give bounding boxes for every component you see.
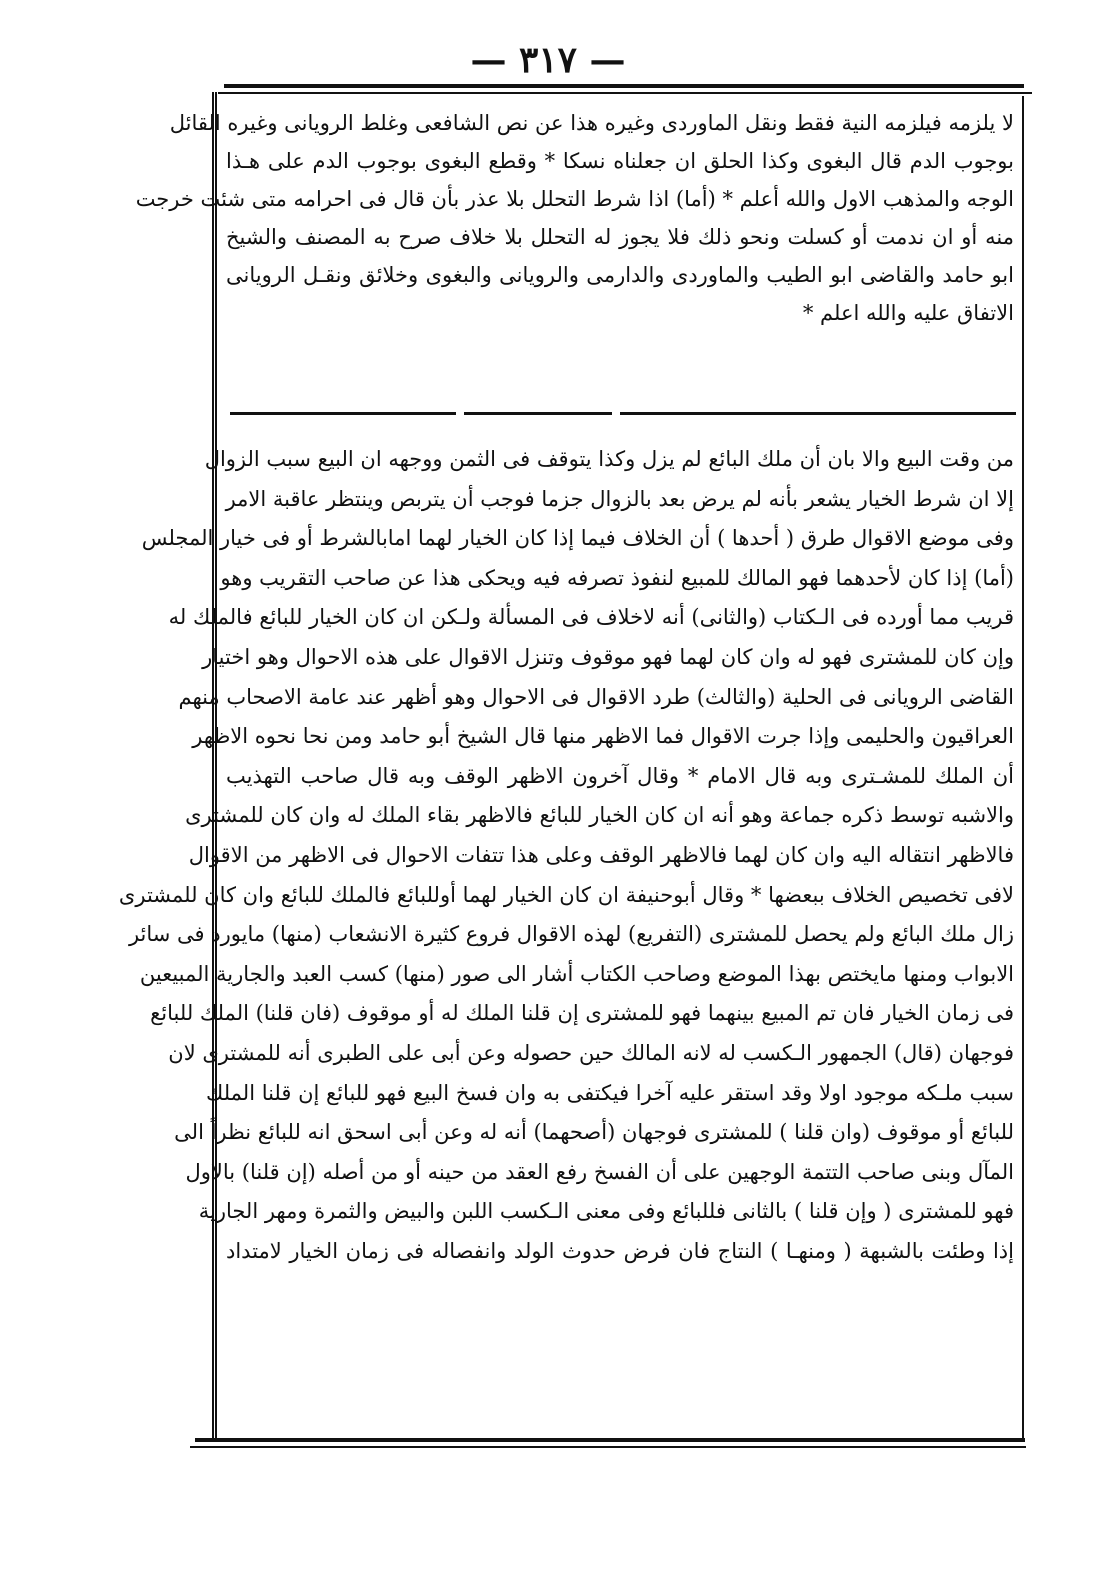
text-line: لا يلزمه فيلزمه النية فقط ونقل الماوردى وغيره هذا عن نص الشافعى وغلط الرويانى وغيره القائل: [169, 111, 1014, 135]
text-line: للبائع أو موقوف (وان قلنا ) للمشترى فوجهان (أصحهما) أنه له وعن أبى اسحق انه للبائع نظراً الى: [174, 1120, 1014, 1145]
text-line: وإن كان للمشترى فهو له وان كان لهما فهو موقوف وتنزل الاقوال على هذه الاحوال وهو اختيار: [202, 644, 1014, 669]
text-line: فوجهان (قال) الجمهور الـكسب له لانه المالك حين حصوله وعن أبى على الطبرى أنه للمشترى لان: [168, 1040, 1014, 1065]
text-line: العراقيون والحليمى وإذا جرت الاقوال فما الاظهر منها قال الشيخ أبو حامد ومن نحا نحوه الاظهر: [192, 724, 1014, 749]
text-line: من وقت البيع والا بان أن ملك البائع لم يزل وكذا يتوقف فى الثمن ووجهه ان البيع سبب الزوال: [204, 447, 1014, 471]
text-line: فالاظهر انتقاله اليه وان كان لهما فالاظهر الوقف وعلى هذا تتفات الاحوال فى الاظهر من الاقوال: [188, 842, 1014, 867]
text-line: إلا ان شرط الخيار يشعر بأنه لم يرض بعد بالزوال جزما فوجب أن يتربص وينتظر عاقبة الامر: [225, 486, 1014, 511]
bottom-text-section: [118, 440, 1014, 1271]
text-line: الابواب ومنها مايختص بهذا الموضع وصاحب الكتاب أشار الى صور (منها) كسب العبد والجارية المبيعين: [139, 961, 1014, 986]
text-line: القاضى الرويانى فى الحلية (والثالث) طرد الاقوال فى الاحوال وهو أظهر عند عامة الاصحاب منهم: [178, 684, 1014, 709]
text-line: بوجوب الدم قال البغوى وكذا الحلق ان جعلناه نسكا * وقطع البغوى بوجوب الدم على هـذا: [226, 149, 1014, 173]
text-line: المآل وبنى صاحب التتمة الوجهين على أن الفسخ رفع العقد من حينه أو من أصله (إن قلنا) بالاول: [185, 1159, 1014, 1184]
text-line: لافى تخصيص الخلاف ببعضها * وقال أبوحنيفة ان كان الخيار لهما أوللبائع فالملك للبائع وان كان للمشترى: [118, 882, 1014, 907]
text-line: منه أو ان ندمت أو كسلت ونحو ذلك فلا يجوز له التحلل بلا خلاف صرح به المصنف والشيخ: [226, 225, 1014, 249]
text-line: والاشبه توسط ذكره جماعة وهو أنه ان كان الخيار للبائع فالاظهر بقاء الملك له وان كان للمشترى: [185, 803, 1014, 828]
text-line: فى زمان الخيار فان تم المبيع بينهما فهو للمشترى إن قلنا الملك له أو موقوف (فان قلنا) الملك للبائع: [150, 1001, 1014, 1026]
text-line: الاتفاق عليه والله اعلم *: [802, 301, 1014, 325]
text-line: قريب مما أورده فى الـكتاب (والثانى) أنه لاخلاف فى المسألة ولـكن ان كان الخيار للبائع فالملك له: [168, 605, 1014, 630]
bottom-frame-rule-thin: [190, 1446, 1026, 1448]
section-divider: [464, 412, 612, 415]
section-divider: [620, 412, 1016, 415]
page-number: — ٣١٧ —: [470, 39, 626, 81]
text-line: ابو حامد والقاضى ابو الطيب والماوردى والدارمى والرويانى والبغوى وخلائق ونقـل الرويانى: [226, 263, 1014, 287]
section-divider: [230, 412, 456, 415]
text-line: إذا وطئت بالشبهة ( ومنهـا ) النتاج فان فرض حدوث الولد وانفصاله فى زمان الخيار لامتداد: [226, 1238, 1014, 1263]
top-frame-rule: [224, 84, 1024, 88]
bottom-frame-rule: [195, 1438, 1025, 1442]
left-frame-border: [212, 92, 217, 1442]
text-line: الوجه والمذهب الاول والله أعلم * (أما) اذا شرط التحلل بلا عذر بأن قال فى احرامه متى شئت خرجت: [135, 187, 1014, 211]
top-frame-rule-thin: [218, 92, 1032, 94]
right-frame-border: [1022, 96, 1024, 1442]
text-line: (أما) إذا كان لأحدهما فهو المالك للمبيع لنفوذ تصرفه فيه ويحكى هذا عن صاحب التقريب وهو: [220, 565, 1014, 590]
top-text-section: [135, 104, 1014, 332]
text-line: أن الملك للمشـترى وبه قال الامام * وقال آخرون الاظهر الوقف وبه قال صاحب التهذيب: [226, 763, 1014, 788]
text-line: وفى موضع الاقوال طرق ( أحدها ) أن الخلاف فيما إذا كان الخيار لهما امابالشرط أو فى خيار المجلس: [141, 526, 1014, 551]
text-line: زال ملك البائع ولم يحصل للمشترى (التفريع) لهذه الاقوال فروع كثيرة الانشعاب (منها) مايورد فى سائر: [128, 922, 1014, 947]
text-line: فهو للمشترى ( وإن قلنا ) بالثانى فللبائع وفى معنى الـكسب اللبن والبيض والثمرة ومهر الجارية: [198, 1199, 1014, 1224]
text-line: سبب ملـكه موجود اولا وقد استقر عليه آخرا فيكتفى به وان فسخ البيع فهو للبائع إن قلنا الملك: [206, 1080, 1014, 1105]
